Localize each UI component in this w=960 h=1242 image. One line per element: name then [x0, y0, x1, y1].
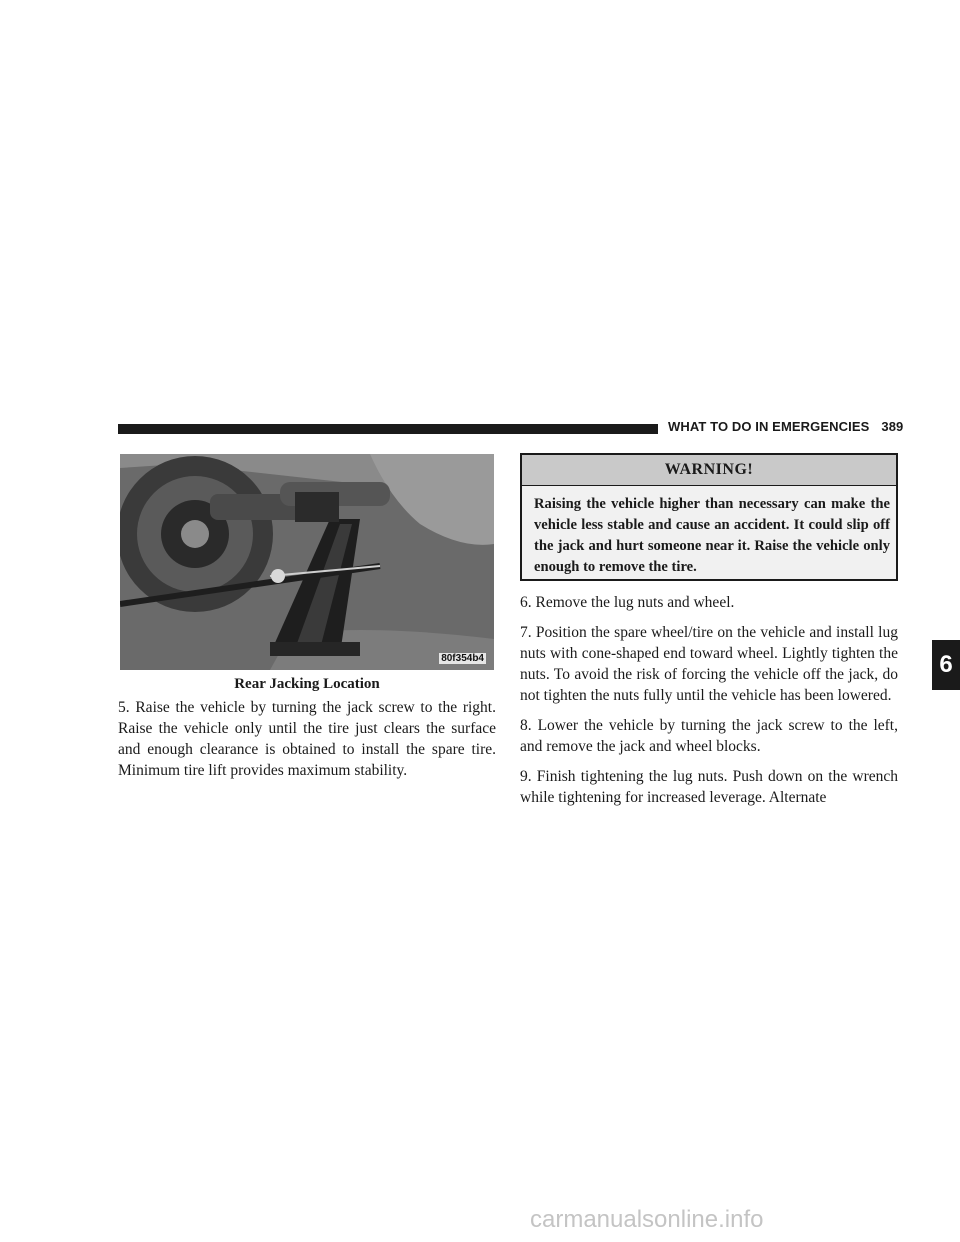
figure-caption: Rear Jacking Location — [234, 676, 380, 692]
step-paragraph: 9. Finish tightening the lug nuts. Push down on the wrench while tightening for increased leverage. Alternate — [520, 768, 898, 806]
figure-code: 80f354b4 — [441, 653, 484, 664]
warning-title: WARNING! — [522, 455, 896, 486]
step-5-paragraph: 5. Raise the vehicle by turning the jack screw to the right. Raise the vehicle only until the tire just clears the surface and enough clearance is obtained to install the spare tire. Minimum tire lift provides maximum stability. — [118, 699, 496, 779]
warning-text: Raising the vehicle higher than necessary can make the vehicle less stable and cause an accident. It could slip off the jack and hurt someone near it. Raise the vehicle only enough to remove the tire. — [534, 496, 890, 575]
step-paragraph: 7. Position the spare wheel/tire on the vehicle and install lug nuts with cone-shaped end toward wheel. Lightly tighten the nuts. To avoid the risk of forcing the vehicle off the jack, do not tighten the nuts fully until the vehicle has been lowered. — [520, 624, 898, 704]
steps-list — [520, 592, 898, 817]
page-number: 389 — [881, 419, 904, 434]
header-rule — [118, 424, 658, 434]
warning-box — [520, 453, 898, 581]
running-header — [668, 419, 904, 434]
section-title: WHAT TO DO IN EMERGENCIES — [668, 419, 870, 434]
watermark: carmanualsonline.info — [530, 1206, 764, 1233]
section-tab: 6 — [932, 640, 960, 690]
step-paragraph: 8. Lower the vehicle by turning the jack screw to the left, and remove the jack and wheel blocks. — [520, 717, 898, 755]
rear-jacking-illustration — [120, 454, 494, 670]
step-paragraph: 6. Remove the lug nuts and wheel. — [520, 594, 735, 611]
